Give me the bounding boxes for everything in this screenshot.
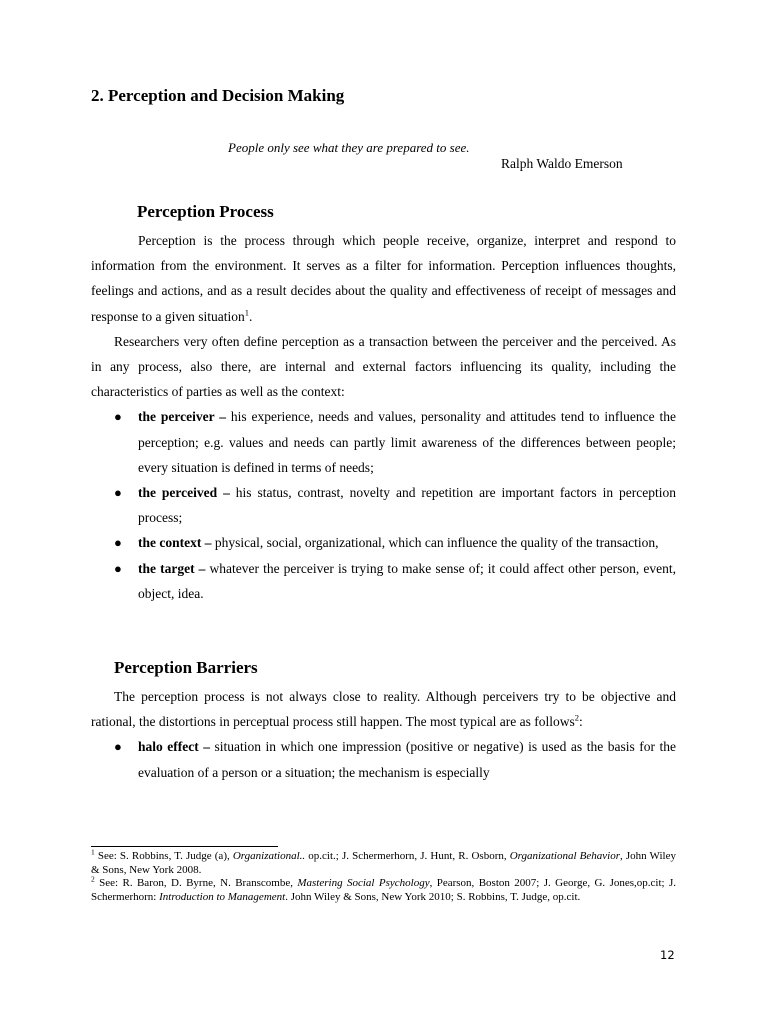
footnote-ref: 2 xyxy=(574,712,580,723)
paragraph: The perception process is not always close to reality. Although perceivers try to be objective and rational, the distortions in perceptual process still happen. The most typical are as follows$^2$: xyxy=(91,689,676,730)
bullet-icon: ● xyxy=(114,485,122,501)
paragraph: Researchers very often define perception as a transaction between the perceiver and the perceived. As in any process, also there, are internal and external factors influencing its quality, including the characteristics of parties as well as the context: xyxy=(91,333,676,400)
footnote: $^1$ See: S. Robbins, T. Judge (a), Organizational.. op.cit.; J. Schermerhorn, J. Hunt, R. Osborn, Organizational Behavior, John Wiley & Sons, New York 2008. xyxy=(91,847,676,876)
section-title-perception-process: Perception Process xyxy=(137,202,274,221)
epigraph-author: Ralph Waldo Emerson xyxy=(501,156,623,171)
paragraph: Perception is the process through which people receive, organize, interpret and respond to information from the environment. It serves as a filter for information. Perception influences thoughts, feelings and actions, and as a result decides about the quality and effectiveness of receipt of messages and response to a given situation$^1$. xyxy=(91,233,676,324)
bullet-list xyxy=(91,734,676,784)
bullet-icon: ● xyxy=(114,739,122,755)
bullet-icon: ● xyxy=(114,535,122,551)
bullet-icon: ● xyxy=(114,409,122,425)
footnote-ref: 1 xyxy=(244,307,249,318)
list-item: ● the perceiver – his experience, needs and values, personality and attitudes tend to influence the perception; e.g. values and needs can partly limit awareness of the differences between people; every situation is defined in terms of needs; xyxy=(91,404,676,480)
list-item: ● the perceived – his status, contrast, novelty and repetition are important factors in perception process; xyxy=(91,480,676,530)
page-number: 12 xyxy=(660,948,675,962)
epigraph-quote: People only see what they are prepared to see. xyxy=(228,140,470,155)
footnote-number: 1 xyxy=(91,847,95,857)
bullet-icon: ● xyxy=(114,560,122,576)
section-perception-process-body xyxy=(91,228,676,606)
footnote-divider xyxy=(91,846,278,847)
bullet-list xyxy=(91,404,676,606)
footnote: $^2$ See: R. Baron, D. Byrne, N. Branscombe, Mastering Social Psychology, Pearson, Boston 2007; J. George, G. Jones,op.cit; J. Schermerhorn: Introduction to Management. John Wiley & Sons, New York 2010; S. Robbins, T. Judge, op.cit. xyxy=(91,874,676,903)
list-item: ● halo effect – situation in which one impression (positive or negative) is used as the basis for the evaluation of a person or a situation; the mechanism is especially xyxy=(91,734,676,784)
footnote-number: 2 xyxy=(91,874,95,884)
list-item: ● the target – whatever the perceiver is trying to make sense of; it could affect other person, event, object, idea. xyxy=(91,556,676,606)
footnotes xyxy=(91,847,676,904)
section-title-perception-barriers: Perception Barriers xyxy=(114,658,258,677)
chapter-title: 2. Perception and Decision Making xyxy=(91,86,345,105)
list-item: ● the context – physical, social, organizational, which can influence the quality of the transaction, xyxy=(91,530,676,555)
section-perception-barriers-body xyxy=(91,684,676,785)
